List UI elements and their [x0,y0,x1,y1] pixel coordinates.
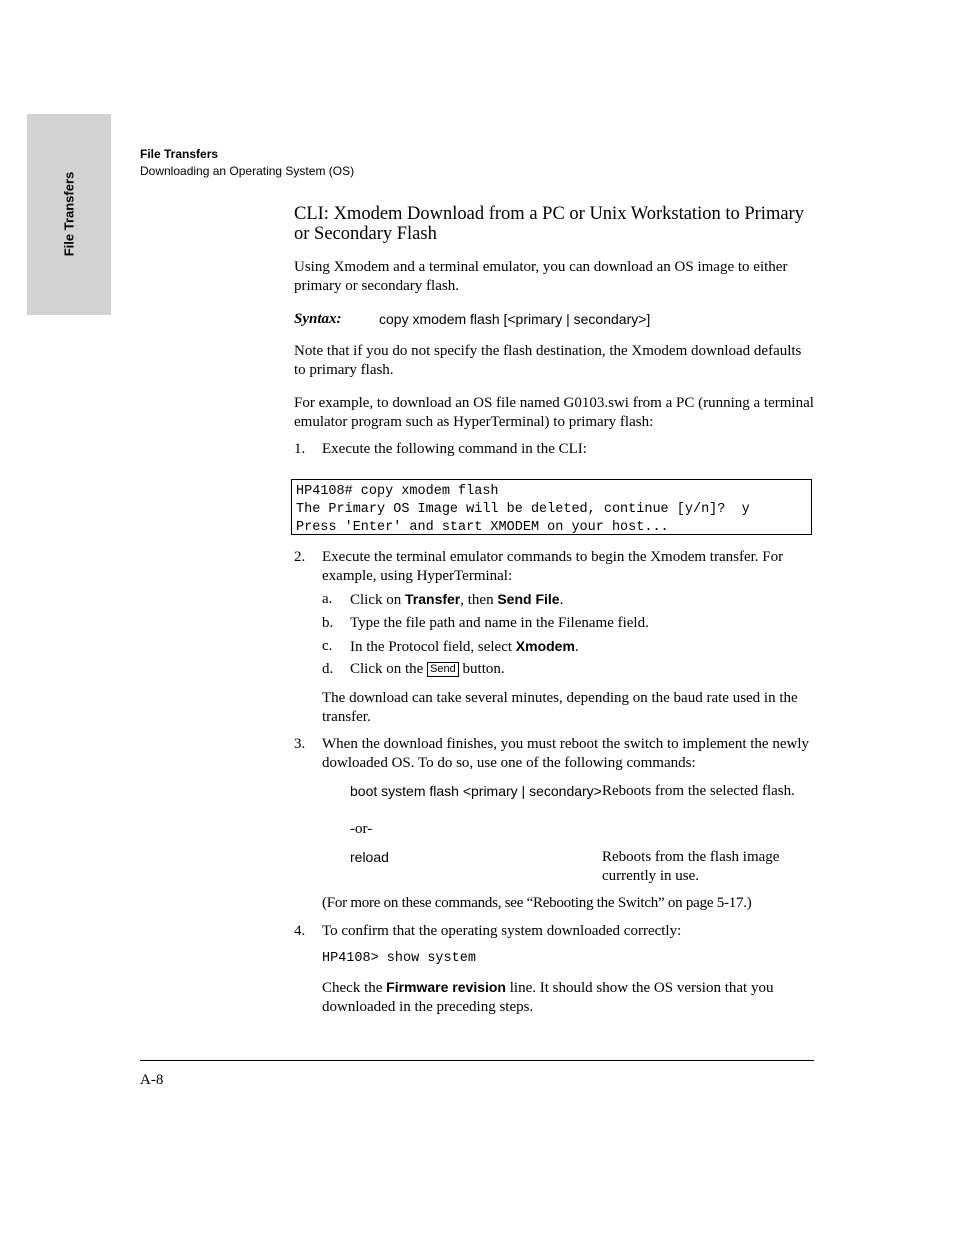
step-1-number: 1. [294,441,306,457]
cross-reference: (For more on these commands, see “Rebooting the Switch” on page 5-17.) [322,895,752,911]
substep-c-pre: In the Protocol field, select [350,639,516,655]
substep-b-text: Type the file path and name in the Filename field. [350,615,649,631]
boot-command: boot system flash <primary | secondary> [350,783,602,799]
step-2-number: 2. [294,549,306,565]
check-post: line. It should show the OS version that you downloaded in the preceding steps. [322,980,774,1015]
substep-d-post: button. [458,661,505,677]
substep-a-post: . [559,592,564,608]
footer-rule [140,1060,814,1061]
substep-a-letter: a. [322,591,333,607]
substep-d [350,660,505,679]
step-3-text: When the download finishes, you must reboot the switch to implement the newly dowloaded OS. To do so, use one of the following commands: [322,736,809,771]
step-2-after-text: The download can take several minutes, depending on the baud rate used in the transfer. [322,690,798,725]
substep-c-letter: c. [322,638,333,654]
code-line: Press 'Enter' and start XMODEM on your host... [296,520,669,535]
code-line: HP4108# copy xmodem flash [296,484,499,499]
example-paragraph: For example, to download an OS file named G0103.swi from a PC (running a terminal emulator program such as HyperTerminal) to primary flash: [294,395,814,430]
check-pre: Check the [322,980,387,996]
step-4-check [322,978,816,1016]
show-system-command: HP4108> show system [322,951,476,966]
xmodem-option-ref: Xmodem [515,638,575,654]
substep-d-pre: Click on the [350,661,428,677]
send-file-menu-ref: Send File [497,591,560,607]
transfer-menu-ref: Transfer [405,591,461,607]
substep-a-pre: Click on [350,592,405,608]
substep-c-post: . [574,639,579,655]
boot-command-desc: Reboots from the selected flash. [602,783,795,799]
note-paragraph: Note that if you do not specify the flash destination, the Xmodem download defaults to primary flash. [294,343,802,378]
substep-a [350,590,563,610]
reload-command: reload [350,849,389,865]
running-header-subtitle: Downloading an Operating System (OS) [140,164,355,178]
step-1-text: Execute the following command in the CLI: [322,441,587,457]
substep-c [350,637,579,657]
step-4-text: To confirm that the operating system downloaded correctly: [322,923,682,939]
substep-d-letter: d. [322,661,334,677]
side-tab-label: File Transfers [61,171,77,257]
send-button-glyph: Send [427,662,459,677]
or-separator: -or- [350,821,373,837]
section-heading: CLI: Xmodem Download from a PC or Unix Workstation to Primary or Secondary Flash [294,204,804,244]
running-header-title: File Transfers [140,147,219,161]
substep-a-mid: , then [460,592,498,608]
code-line: The Primary OS Image will be deleted, continue [y/n]? y [296,502,750,517]
syntax-line [294,310,342,329]
step-3-number: 3. [294,736,306,752]
firmware-revision-ref: Firmware revision [386,979,506,995]
substep-b-letter: b. [322,615,334,631]
page-number: A-8 [140,1072,164,1088]
step-4-number: 4. [294,923,306,939]
reload-command-desc: Reboots from the flash image currently in use. [602,849,780,884]
syntax-label: Syntax: [294,311,342,327]
cli-output-box [291,479,812,535]
syntax-command: copy xmodem flash [<primary | secondary>] [379,311,651,327]
step-2-text: Execute the terminal emulator commands to begin the Xmodem transfer. For example, using HyperTerminal: [322,549,784,584]
intro-paragraph: Using Xmodem and a terminal emulator, you can download an OS image to either primary or secondary flash. [294,259,788,294]
